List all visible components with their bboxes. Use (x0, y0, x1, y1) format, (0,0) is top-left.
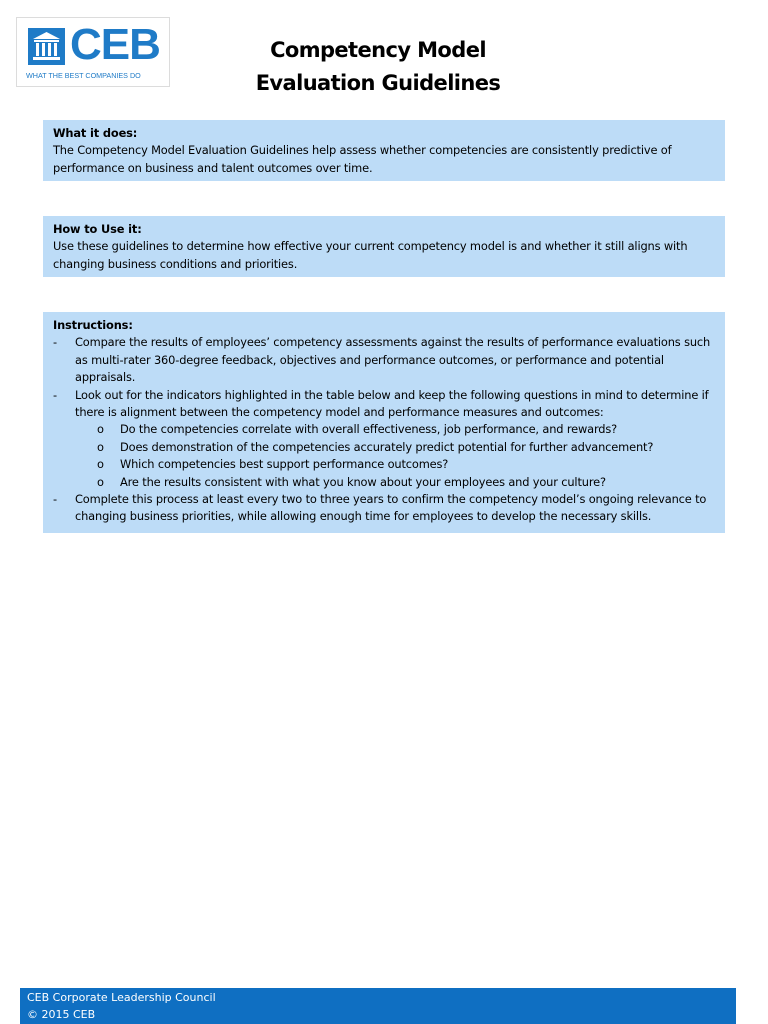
instructions-heading: Instructions: (53, 318, 133, 332)
building-icon (28, 28, 65, 65)
logo-tagline: WHAT THE BEST COMPANIES DO (26, 71, 141, 80)
footer-copyright: © 2015 CEB (27, 1008, 96, 1021)
dash-bullet: - (53, 492, 57, 507)
question-item (53, 421, 715, 438)
what-it-does-box (43, 120, 725, 181)
instruction-item (53, 334, 715, 386)
circle-bullet: o (97, 457, 104, 472)
footer-bar (20, 988, 736, 1024)
dash-bullet: - (53, 335, 57, 350)
instruction-item (53, 491, 715, 526)
question-text: Does demonstration of the competencies accurately predict potential for further advancement? (120, 439, 654, 454)
page-title (230, 34, 526, 100)
circle-bullet: o (97, 439, 104, 454)
question-text: Do the competencies correlate with overall effectiveness, job performance, and rewards? (120, 422, 618, 437)
question-item (53, 474, 715, 491)
footer-organization: CEB Corporate Leadership Council (27, 991, 216, 1004)
question-item (53, 439, 715, 456)
instructions-box (43, 312, 725, 533)
ceb-logo (16, 17, 170, 87)
how-to-use-box (43, 216, 725, 277)
question-text: Which competencies best support performance outcomes? (120, 457, 449, 472)
how-to-use-text: Use these guidelines to determine how effective your current competency model is and whether it still aligns with changing business conditions and priorities. (53, 239, 688, 271)
logo-wordmark: CEB (70, 20, 160, 69)
what-it-does-text: The Competency Model Evaluation Guidelines help assess whether competencies are consistently predictive of performance on business and talent outcomes over time. (53, 143, 672, 175)
instruction-text: Look out for the indicators highlighted in the table below and keep the following questions in mind to determine if there is alignment between the competency model and performance measures and outcomes: (75, 387, 709, 420)
instruction-text: Compare the results of employees’ competency assessments against the results of performance evaluations such as multi-rater 360-degree feedback, objectives and performance outcomes, or performance and potential appraisals. (75, 335, 711, 385)
circle-bullet: o (97, 474, 104, 489)
instruction-text: Complete this process at least every two to three years to confirm the competency model’s ongoing relevance to changing business priorities, while allowing enough time for employees to develop the necessary skills. (75, 492, 707, 524)
dash-bullet: - (53, 387, 57, 402)
what-it-does-heading: What it does: (53, 126, 138, 140)
how-to-use-heading: How to Use it: (53, 222, 142, 236)
title-line-1: Competency Model (270, 38, 486, 62)
title-line-2: Evaluation Guidelines (255, 71, 501, 95)
question-item (53, 456, 715, 473)
circle-bullet: o (97, 422, 104, 437)
instruction-item (53, 387, 715, 422)
question-text: Are the results consistent with what you know about your employees and your culture? (120, 474, 606, 489)
